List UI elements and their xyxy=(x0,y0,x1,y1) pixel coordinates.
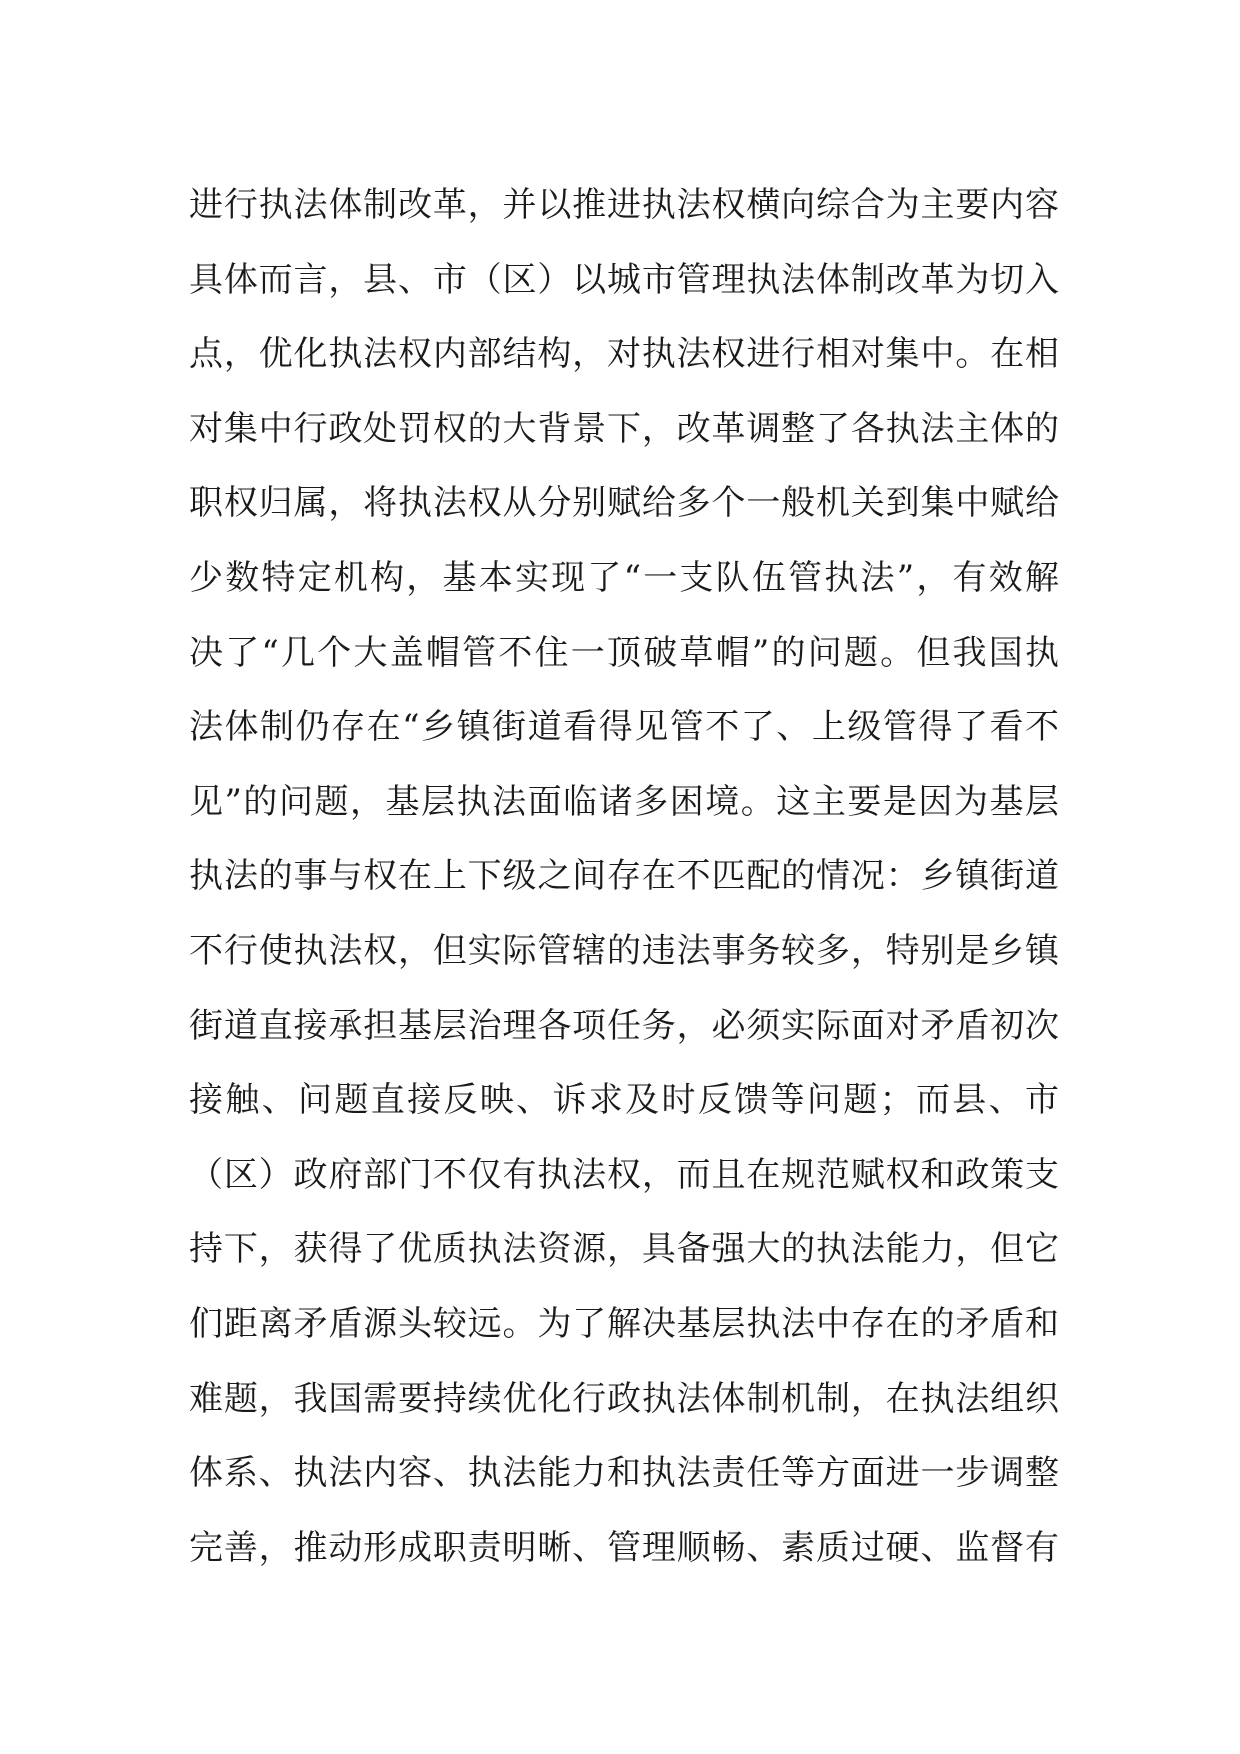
text-line: 法体制仍存在“乡镇街道看得见管不了、上级管得了看不 xyxy=(189,707,1059,748)
text-line: 们距离矛盾源头较远。为了解决基层执法中存在的矛盾和 xyxy=(189,1303,1059,1344)
text-line: 点，优化执法权内部结构，对执法权进行相对集中。在相 xyxy=(189,334,1059,375)
text-line: 不行使执法权，但实际管辖的违法事务较多，特别是乡镇 xyxy=(189,930,1059,971)
text-line: 体系、执法内容、执法能力和执法责任等方面进一步调整 xyxy=(189,1453,1059,1494)
text-line: 少数特定机构，基本实现了“一支队伍管执法”，有效解 xyxy=(189,557,1059,598)
text-line: 进行执法体制改革，并以推进执法权横向综合为主要内容 xyxy=(189,185,1059,225)
text-line: 完善，推动形成职责明晰、管理顺畅、素质过硬、监督有 xyxy=(189,1527,1059,1568)
text-line: 难题，我国需要持续优化行政执法体制机制，在执法组织 xyxy=(189,1378,1059,1419)
text-line: 具体而言，县、市（区）以城市管理执法体制改革为切入 xyxy=(189,259,1059,300)
body-text xyxy=(189,168,1059,1585)
text-line: 对集中行政处罚权的大背景下，改革调整了各执法主体的 xyxy=(189,408,1059,449)
text-line: 决了“几个大盖帽管不住一顶破草帽”的问题。但我国执 xyxy=(189,632,1059,673)
text-line: 街道直接承担基层治理各项任务，必须实际面对矛盾初次 xyxy=(189,1005,1059,1046)
text-line: 执法的事与权在上下级之间存在不匹配的情况：乡镇街道 xyxy=(189,856,1059,897)
text-line: （区）政府部门不仅有执法权，而且在规范赋权和政策支 xyxy=(189,1154,1059,1195)
text-line: 职权归属，将执法权从分别赋给多个一般机关到集中赋给 xyxy=(189,483,1059,524)
text-line: 见”的问题，基层执法面临诸多困境。这主要是因为基层 xyxy=(189,781,1059,822)
text-line: 接触、问题直接反映、诉求及时反馈等问题；而县、市 xyxy=(189,1080,1059,1121)
text-line: 持下，获得了优质执法资源，具备强大的执法能力，但它 xyxy=(189,1229,1059,1270)
